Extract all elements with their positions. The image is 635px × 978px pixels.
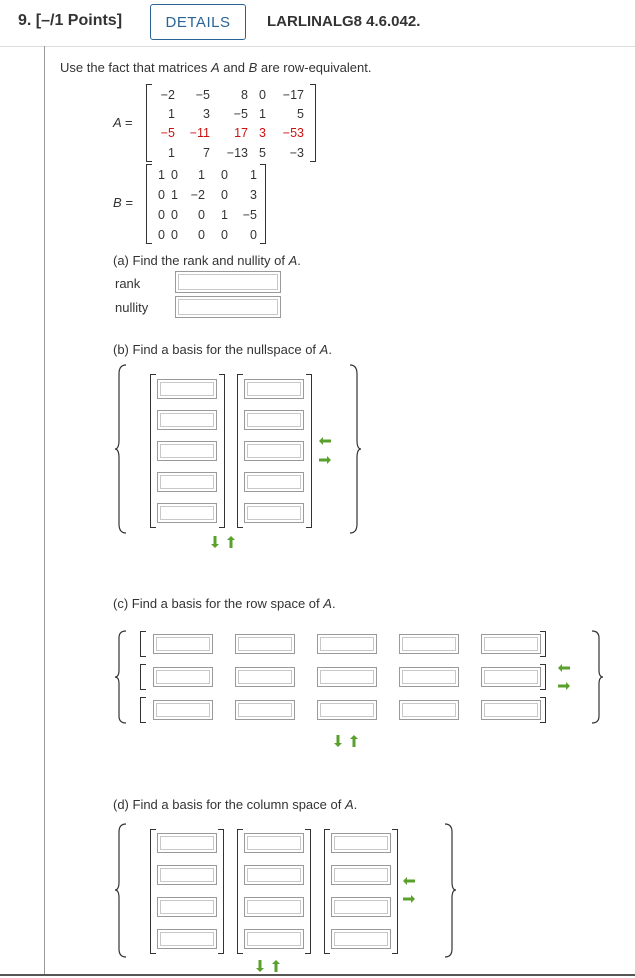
remove-nullspace-vector-button[interactable] [318,435,332,447]
matrix-entry: −5 [160,126,175,140]
rowspace-vector-3-component-3[interactable] [317,700,377,720]
matrix-entry: 1 [168,146,175,160]
matrix-entry: 1 [171,188,178,202]
arrow-up-icon [226,535,236,549]
add-rowspace-vector-button[interactable] [557,680,571,692]
rowspace-vector-1-component-5[interactable] [481,634,541,654]
nullspace-vector-2-component-2[interactable] [244,410,304,430]
add-rowspace-component-button[interactable] [332,734,344,748]
matrix-entry: 0 [171,208,178,222]
rowspace-vector-1-component-4[interactable] [399,634,459,654]
nullspace-vector-2-left-bracket [237,374,243,528]
colspace-vector-3-left-bracket [324,829,330,954]
matrix-entry: −11 [189,126,210,140]
rowspace-vector-3-component-2[interactable] [235,700,295,720]
arrow-right-icon [557,681,571,691]
matrix-entry: 0 [158,188,165,202]
rank-input[interactable] [175,271,281,293]
rowspace-vector-3-component-1[interactable] [153,700,213,720]
colspace-vector-1-component-2[interactable] [157,865,217,885]
colspace-vector-3-component-1[interactable] [331,833,391,853]
arrow-left-icon [557,663,571,673]
details-button[interactable]: DETAILS [150,4,246,40]
part-c-prompt: (c) Find a basis for the row space of A. [113,596,336,611]
left-rule [44,46,45,976]
arrow-down-icon [210,535,220,549]
remove-colspace-vector-button[interactable] [402,875,416,887]
arrow-down-icon [333,734,343,748]
matrix-entry: 0 [171,168,178,182]
colspace-vector-1-component-4[interactable] [157,929,217,949]
part-d-prompt: (d) Find a basis for the column space of A. [113,797,358,812]
arrow-left-icon [402,876,416,886]
matrix-entry: −5 [242,208,257,222]
matrix-entry: −5 [195,88,210,102]
rowspace-vector-1-component-3[interactable] [317,634,377,654]
matrix-entry: 0 [198,208,205,222]
add-nullspace-vector-button[interactable] [318,454,332,466]
nullspace-vector-1-right-bracket [219,374,225,528]
matrix-entry: 1 [250,168,257,182]
colspace-vector-2-component-1[interactable] [244,833,304,853]
matrix-entry: 0 [259,88,266,102]
matrix-entry: 5 [297,107,304,121]
arrow-up-icon [271,959,281,973]
matrix-entry: 3 [250,188,257,202]
arrow-right-icon [402,894,416,904]
matrix-b-left-bracket [146,164,152,244]
matrix-a-label: A = [113,115,133,130]
matrix-b-label: B = [113,195,133,210]
matrix-entry: 3 [259,126,266,140]
bottom-rule [0,974,635,976]
matrix-entry: 0 [221,168,228,182]
colspace-vector-3-component-2[interactable] [331,865,391,885]
colspace-vector-2-left-bracket [237,829,243,954]
matrix-entry: 1 [158,168,165,182]
rowspace-vector-2-component-4[interactable] [399,667,459,687]
matrix-a-right-bracket [310,84,316,162]
colspace-vector-1-component-3[interactable] [157,897,217,917]
matrix-entry: 17 [234,126,248,140]
matrix-entry: −5 [233,107,248,121]
rowspace-vector-1-left-bracket [140,631,146,657]
rowspace-vector-2-component-5[interactable] [481,667,541,687]
nullspace-open-brace [114,364,128,534]
part-a-prompt: (a) Find the rank and nullity of A. [113,253,301,268]
matrix-entry: 1 [168,107,175,121]
rowspace-vector-1-component-2[interactable] [235,634,295,654]
colspace-open-brace [114,823,128,958]
matrix-entry: −53 [282,126,304,140]
nullspace-vector-1-component-2[interactable] [157,410,217,430]
colspace-vector-2-component-2[interactable] [244,865,304,885]
arrow-left-icon [318,436,332,446]
colspace-vector-1-component-1[interactable] [157,833,217,853]
rowspace-close-brace [590,630,604,724]
matrix-entry: 0 [158,208,165,222]
remove-nullspace-component-button[interactable] [225,535,237,549]
matrix-entry: −2 [160,88,175,102]
matrix-entry: 0 [221,228,228,242]
nullspace-vector-1-left-bracket [150,374,156,528]
nullspace-close-brace [348,364,362,534]
arrow-down-icon [255,959,265,973]
part-b-prompt: (b) Find a basis for the nullspace of A. [113,342,332,357]
colspace-vector-2-right-bracket [305,829,311,954]
question-header [0,0,635,47]
colspace-vector-1-right-bracket [218,829,224,954]
remove-rowspace-vector-button[interactable] [557,662,571,674]
matrix-entry: 8 [241,88,248,102]
nullspace-vector-1-component-1[interactable] [157,379,217,399]
rowspace-vector-2-left-bracket [140,664,146,690]
nullspace-vector-2-right-bracket [306,374,312,528]
matrix-entry: 1 [221,208,228,222]
colspace-vector-3-component-4[interactable] [331,929,391,949]
nullity-label: nullity [115,300,149,315]
arrow-up-icon [349,734,359,748]
matrix-entry: 0 [221,188,228,202]
colspace-close-brace [443,823,457,958]
matrix-b-right-bracket [260,164,266,244]
nullspace-vector-1-component-5[interactable] [157,503,217,523]
matrix-entry: −17 [282,88,304,102]
nullspace-vector-1-component-4[interactable] [157,472,217,492]
rowspace-vector-2-component-1[interactable] [153,667,213,687]
rowspace-vector-2-component-3[interactable] [317,667,377,687]
matrix-entry: 0 [250,228,257,242]
matrix-entry: −3 [289,146,304,160]
matrix-entry: 0 [198,228,205,242]
rowspace-vector-1-component-1[interactable] [153,634,213,654]
nullspace-vector-1-component-3[interactable] [157,441,217,461]
problem-id: LARLINALG8 4.6.042. [267,13,421,30]
rank-label: rank [115,276,141,291]
add-colspace-vector-button[interactable] [402,893,416,905]
rowspace-open-brace [114,630,128,724]
colspace-vector-3-component-3[interactable] [331,897,391,917]
matrix-entry: −13 [226,146,248,160]
matrix-a-left-bracket [146,84,152,162]
colspace-vector-2-component-3[interactable] [244,897,304,917]
nullspace-vector-2-component-1[interactable] [244,379,304,399]
rowspace-vector-2-component-2[interactable] [235,667,295,687]
colspace-vector-1-left-bracket [150,829,156,954]
matrix-entry: 1 [198,168,205,182]
matrix-entry: 0 [171,228,178,242]
nullspace-vector-2-component-4[interactable] [244,472,304,492]
arrow-right-icon [318,455,332,465]
colspace-vector-2-component-4[interactable] [244,929,304,949]
nullity-input[interactable] [175,296,281,318]
nullspace-vector-2-component-5[interactable] [244,503,304,523]
matrix-entry: 3 [203,107,210,121]
remove-colspace-component-button[interactable] [270,959,282,973]
matrix-entry: −2 [190,188,205,202]
remove-rowspace-component-button[interactable] [348,734,360,748]
matrix-entry: 5 [259,146,266,160]
matrix-entry: 0 [158,228,165,242]
colspace-vector-3-right-bracket [392,829,398,954]
nullspace-vector-2-component-3[interactable] [244,441,304,461]
rowspace-vector-3-left-bracket [140,697,146,723]
question-number: 9. [–/1 Points] [18,12,123,29]
rowspace-vector-3-component-4[interactable] [399,700,459,720]
matrix-entry: 7 [203,146,210,160]
matrix-entry: 1 [259,107,266,121]
intro-text: Use the fact that matrices A and B are row-equivalent. [60,60,372,75]
add-nullspace-component-button[interactable] [209,535,221,549]
add-colspace-component-button[interactable] [254,959,266,973]
rowspace-vector-3-component-5[interactable] [481,700,541,720]
